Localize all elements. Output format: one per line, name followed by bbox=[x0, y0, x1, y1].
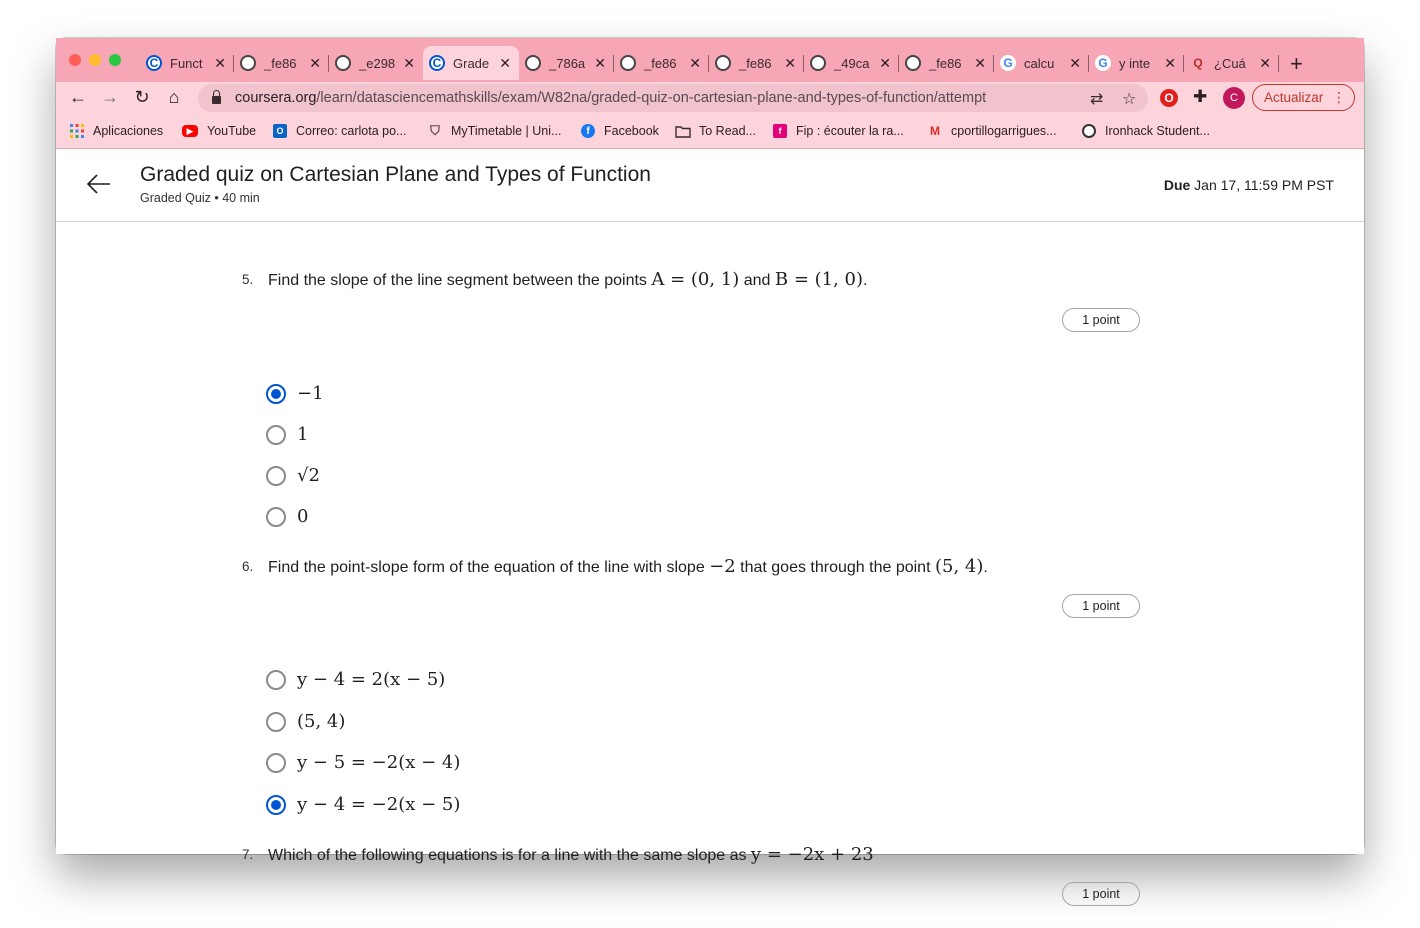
answer-option[interactable] bbox=[266, 794, 460, 815]
answer-option[interactable] bbox=[266, 752, 460, 773]
bookmark-mytimetable[interactable] bbox=[428, 124, 561, 138]
browser-toolbar bbox=[56, 82, 1364, 116]
tab-0[interactable] bbox=[140, 46, 234, 80]
tab-7[interactable] bbox=[804, 46, 899, 80]
question-number: 6. bbox=[242, 559, 254, 574]
coursera-icon: C bbox=[429, 55, 445, 71]
bookmark-facebook[interactable] bbox=[581, 124, 659, 138]
shield-icon: ⛉ bbox=[430, 123, 440, 138]
close-icon[interactable]: ✕ bbox=[1259, 54, 1271, 71]
back-button[interactable]: ← bbox=[69, 87, 87, 107]
tab-1[interactable] bbox=[234, 46, 329, 80]
question-math: B = (1, 0) bbox=[774, 269, 864, 290]
quiz-header bbox=[56, 149, 1364, 222]
bookmark-to-read-folder[interactable] bbox=[676, 124, 756, 138]
tab-title: _fe86 bbox=[929, 55, 962, 71]
tab-title: Grade bbox=[453, 55, 490, 71]
reload-button[interactable]: ↻ bbox=[134, 87, 150, 107]
radio-button[interactable] bbox=[266, 425, 286, 445]
answer-option[interactable] bbox=[266, 506, 308, 527]
forward-button[interactable]: → bbox=[101, 87, 119, 107]
globe-icon bbox=[620, 55, 636, 71]
question-text-part: Which of the following equations is for a line with the same slope as bbox=[268, 847, 751, 864]
option-label: −1 bbox=[297, 383, 324, 404]
tab-9[interactable] bbox=[994, 46, 1089, 80]
close-icon[interactable]: ✕ bbox=[879, 54, 891, 71]
globe-icon bbox=[240, 55, 256, 71]
option-label: (5, 4) bbox=[297, 711, 346, 732]
tab-title: _49ca bbox=[834, 55, 870, 71]
tab-title: y inte bbox=[1119, 55, 1151, 71]
translate-icon[interactable]: ⇄ bbox=[1090, 91, 1104, 108]
minimize-window-button[interactable] bbox=[89, 54, 101, 66]
question-text bbox=[268, 556, 988, 577]
question-text-part: . bbox=[863, 272, 868, 289]
google-icon: G bbox=[1095, 55, 1111, 71]
quora-icon: Q bbox=[1193, 56, 1203, 70]
close-window-button[interactable] bbox=[69, 54, 81, 66]
question-math: −2 bbox=[709, 556, 736, 577]
question-math: y = −2x + 23 bbox=[750, 844, 874, 865]
option-label: y − 4 = 2(x − 5) bbox=[297, 669, 446, 690]
bookmark-star-icon[interactable]: ☆ bbox=[1122, 91, 1137, 108]
close-icon[interactable]: ✕ bbox=[689, 54, 701, 71]
tab-title: Funct bbox=[170, 55, 203, 71]
radio-button[interactable] bbox=[266, 670, 286, 690]
google-icon: G bbox=[1000, 55, 1016, 71]
tab-title: calcu bbox=[1024, 55, 1055, 71]
due-label: Due bbox=[1163, 177, 1191, 193]
browser-window bbox=[56, 38, 1364, 901]
close-icon[interactable]: ✕ bbox=[499, 54, 511, 71]
tab-2[interactable] bbox=[329, 46, 423, 80]
question-text-part: that goes through the point bbox=[735, 559, 935, 576]
question-text-part: Find the slope of the line segment between the points bbox=[268, 272, 652, 289]
fip-icon: f bbox=[773, 124, 787, 138]
bookmark-label: cportillogarrigues... bbox=[951, 124, 1057, 138]
bookmark-label: To Read... bbox=[699, 124, 756, 138]
radio-button[interactable] bbox=[266, 753, 286, 773]
question-number: 7. bbox=[242, 847, 254, 862]
gmail-icon: M bbox=[930, 124, 940, 138]
quiz-content bbox=[56, 222, 1364, 901]
close-icon[interactable]: ✕ bbox=[214, 54, 226, 71]
close-icon[interactable]: ✕ bbox=[309, 54, 321, 71]
question-math: A = (0, 1) bbox=[651, 269, 740, 290]
tab-10[interactable] bbox=[1089, 46, 1184, 80]
answer-option[interactable] bbox=[266, 383, 324, 404]
update-button[interactable] bbox=[1252, 84, 1355, 111]
option-label: 0 bbox=[297, 506, 309, 527]
kebab-menu-icon[interactable]: ⋮ bbox=[1332, 89, 1346, 105]
globe-icon bbox=[525, 55, 541, 71]
url-path: /learn/datasciencemathskills/exam/W82na/graded-quiz-on-cartesian-plane-and-types-of-function/attempt bbox=[316, 90, 987, 106]
bookmark-label: Ironhack Student... bbox=[1105, 124, 1210, 138]
maximize-window-button[interactable] bbox=[109, 54, 121, 66]
new-tab-button[interactable]: + bbox=[1290, 51, 1303, 76]
radio-button[interactable] bbox=[266, 712, 286, 732]
bookmarks-bar bbox=[56, 116, 1364, 149]
bookmark-label: Aplicaciones bbox=[93, 124, 164, 138]
answer-option[interactable] bbox=[266, 424, 308, 445]
close-icon[interactable]: ✕ bbox=[1069, 54, 1081, 71]
close-icon[interactable]: ✕ bbox=[1164, 54, 1176, 71]
globe-icon bbox=[1082, 124, 1096, 138]
page-subtitle: Graded Quiz • 40 min bbox=[140, 191, 260, 205]
tab-3[interactable] bbox=[423, 46, 519, 80]
bookmark-outlook[interactable] bbox=[273, 124, 406, 138]
address-bar[interactable] bbox=[198, 84, 1148, 112]
bookmark-label: Facebook bbox=[604, 124, 659, 138]
radio-button[interactable] bbox=[266, 795, 286, 815]
question-text-part: Find the point-slope form of the equation of the line with slope bbox=[268, 559, 710, 576]
extensions-puzzle-icon[interactable]: ✚ bbox=[1193, 87, 1208, 106]
tab-title: _786a bbox=[549, 55, 586, 71]
question-number: 5. bbox=[242, 272, 254, 287]
due-date bbox=[1164, 177, 1334, 193]
tab-8[interactable] bbox=[899, 46, 994, 80]
question-text bbox=[268, 844, 874, 865]
tab-title: _fe86 bbox=[739, 55, 772, 71]
tab-title: _fe86 bbox=[264, 55, 297, 71]
globe-icon bbox=[715, 55, 731, 71]
page-title: Graded quiz on Cartesian Plane and Types of Function bbox=[140, 163, 651, 186]
tab-11[interactable] bbox=[1184, 46, 1279, 80]
option-label: 1 bbox=[297, 424, 309, 445]
lock-icon bbox=[212, 96, 221, 104]
globe-icon bbox=[335, 55, 351, 71]
close-icon[interactable]: ✕ bbox=[594, 54, 606, 71]
option-label: y − 4 = −2(x − 5) bbox=[297, 794, 461, 815]
close-icon[interactable]: ✕ bbox=[784, 54, 796, 71]
bookmark-apps[interactable] bbox=[70, 124, 163, 138]
adblock-extension-icon[interactable]: O bbox=[1160, 89, 1178, 107]
coursera-icon: C bbox=[146, 55, 162, 71]
bookmark-gmail[interactable] bbox=[928, 124, 1057, 138]
facebook-icon: f bbox=[581, 124, 595, 138]
question-math: (5, 4) bbox=[934, 556, 984, 577]
close-icon[interactable]: ✕ bbox=[403, 54, 415, 71]
answer-option[interactable] bbox=[266, 669, 445, 690]
radio-button[interactable] bbox=[266, 384, 286, 404]
points-badge: 1 point bbox=[1062, 308, 1140, 332]
radio-button[interactable] bbox=[266, 466, 286, 486]
tab-separator bbox=[1278, 55, 1279, 72]
outlook-icon: O bbox=[273, 124, 287, 138]
bookmark-label: YouTube bbox=[207, 124, 257, 138]
tab-title: _e298 bbox=[359, 55, 396, 71]
folder-icon bbox=[676, 124, 690, 138]
question-text bbox=[268, 269, 867, 290]
points-badge: 1 point bbox=[1062, 594, 1140, 618]
tab-title: _fe86 bbox=[644, 55, 677, 71]
answer-option[interactable] bbox=[266, 711, 345, 732]
bookmark-youtube[interactable] bbox=[182, 124, 256, 138]
youtube-icon: ▶ bbox=[182, 125, 198, 137]
tab-strip bbox=[56, 38, 1364, 82]
option-label: √2 bbox=[297, 465, 320, 486]
radio-button[interactable] bbox=[266, 507, 286, 527]
bookmark-label: MyTimetable | Uni... bbox=[451, 124, 562, 138]
back-arrow-icon[interactable] bbox=[84, 169, 114, 199]
home-button[interactable]: ⌂ bbox=[168, 87, 180, 107]
bookmark-fip[interactable] bbox=[773, 124, 904, 138]
tab-title: ¿Cuá bbox=[1214, 55, 1246, 71]
question-text-part: and bbox=[739, 272, 775, 289]
profile-avatar[interactable]: C bbox=[1223, 87, 1245, 109]
option-label: y − 5 = −2(x − 4) bbox=[297, 752, 461, 773]
globe-icon bbox=[810, 55, 826, 71]
answer-option[interactable] bbox=[266, 465, 320, 486]
question-text-part: . bbox=[983, 559, 988, 576]
bookmark-label: Correo: carlota po... bbox=[296, 124, 407, 138]
tab-4[interactable] bbox=[519, 46, 614, 80]
tab-6[interactable] bbox=[709, 46, 804, 80]
globe-icon bbox=[905, 55, 921, 71]
tab-5[interactable] bbox=[614, 46, 709, 80]
close-icon[interactable]: ✕ bbox=[974, 54, 986, 71]
apps-grid-icon bbox=[70, 124, 84, 138]
url-host: coursera.org bbox=[235, 90, 317, 106]
bookmark-label: Fip : écouter la ra... bbox=[796, 124, 904, 138]
due-value: Jan 17, 11:59 PM PST bbox=[1194, 177, 1334, 193]
bookmark-ironhack[interactable] bbox=[1082, 124, 1210, 138]
points-badge: 1 point bbox=[1062, 882, 1140, 906]
update-button-label: Actualizar bbox=[1264, 90, 1324, 105]
